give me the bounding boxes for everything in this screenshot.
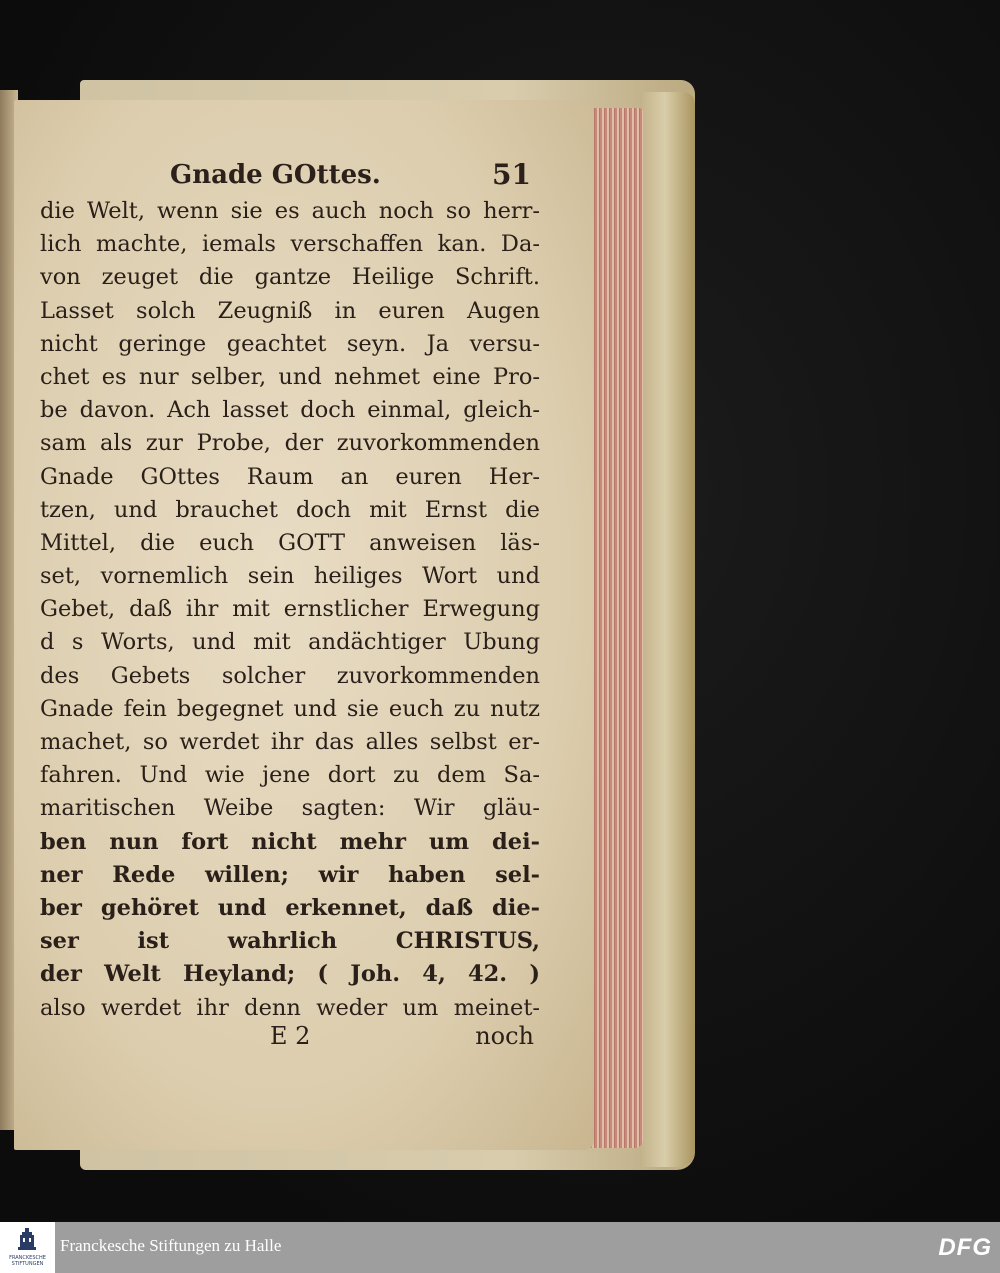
text-line: Lasset solch Zeugniß in euren Augen [40, 297, 540, 324]
text-line: chet es nur selber, und nehmet eine Pro- [40, 363, 540, 390]
quoted-line: der Welt Heyland; ( Joh. 4, 42. ) [40, 961, 540, 988]
text-line: lich machte, iemals verschaffen kan. Da- [40, 231, 540, 258]
text-line: die Welt, wenn sie es auch noch so herr- [40, 198, 540, 224]
running-head: Gnade GOttes. [170, 160, 381, 190]
quoted-line: ber gehöret und erkennet, daß die- [40, 894, 540, 921]
catchword: noch [475, 1022, 534, 1050]
building-icon [18, 1228, 36, 1250]
page-body-text [40, 195, 540, 1025]
cover-fore-edge [640, 92, 695, 1167]
text-line: sam als zur Probe, der zuvorkommenden [40, 430, 540, 457]
text-line: Mittel, die euch GOTT anweisen läs- [40, 529, 540, 556]
page-number: 51 [492, 158, 531, 191]
page-footer [40, 1022, 540, 1056]
text-line: Gnade GOttes Raum an euren Her- [40, 463, 540, 490]
text-line: be davon. Ach lasset doch einmal, gleich- [40, 397, 540, 424]
text-line: also werdet ihr denn weder um meinet- [40, 994, 540, 1021]
quoted-line: ser ist wahrlich CHRISTUS, [40, 928, 540, 955]
text-line: machet, so werdet ihr das alles selbst er- [40, 729, 540, 755]
text-line: Gnade fein begegnet und sie euch zu nutz [40, 695, 540, 722]
text-line: d s Worts, und mit andächtiger Ubung [40, 629, 540, 656]
institution-name: Franckesche Stiftungen zu Halle [60, 1236, 282, 1255]
text-line: nicht geringe geachtet seyn. Ja versu- [40, 330, 540, 357]
text-line: set, vornemlich sein heiliges Wort und [40, 563, 540, 590]
text-line: maritischen Weibe sagten: Wir gläu- [40, 795, 540, 822]
text-line: Gebet, daß ihr mit ernstlicher Erwegung [40, 596, 540, 623]
quoted-line: ner Rede willen; wir haben sel- [40, 861, 540, 888]
viewer-footer-bar [0, 1222, 1000, 1273]
dfg-logo[interactable]: DFG [938, 1234, 992, 1261]
quoted-line: ben nun fort nicht mehr um dei- [40, 828, 540, 855]
text-line: des Gebets solcher zuvorkommenden [40, 662, 540, 689]
institution-logo[interactable] [0, 1222, 55, 1273]
text-line: tzen, und brauchet doch mit Ernst die [40, 496, 540, 523]
signature-mark: E 2 [270, 1022, 311, 1050]
text-line: fahren. Und wie jene dort zu dem Sa- [40, 762, 540, 789]
logo-text: FRANCKESCHE STIFTUNGEN [9, 1255, 46, 1267]
text-line: von zeuget die gantze Heilige Schrift. [40, 264, 540, 291]
